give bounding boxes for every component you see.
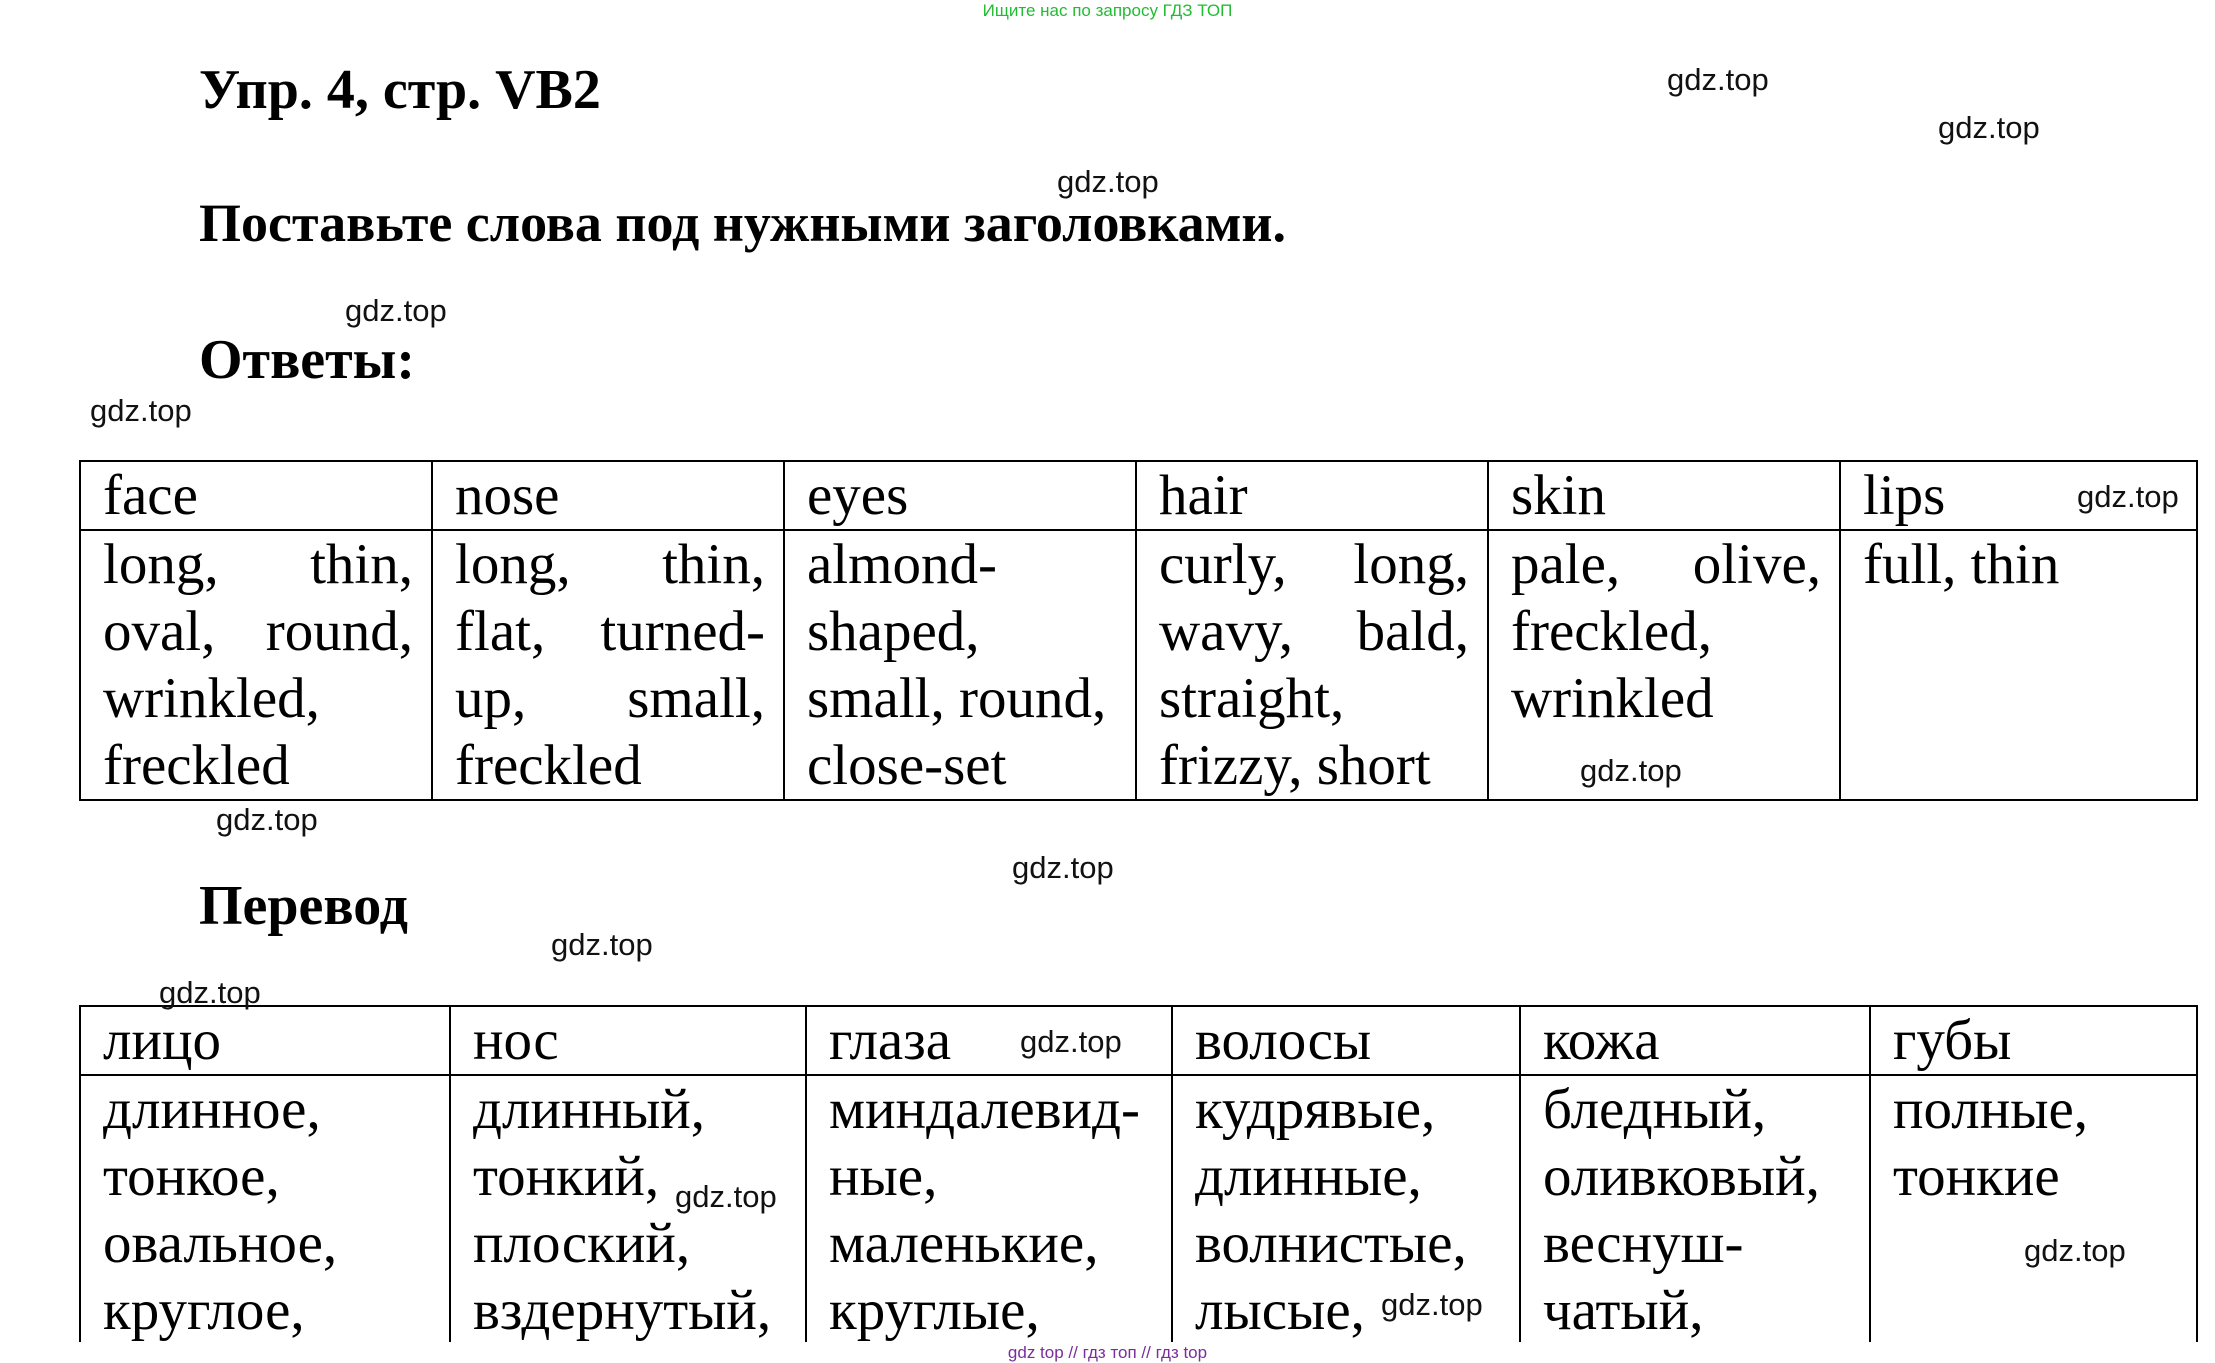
translation-body-row xyxy=(80,1075,2197,1347)
answers-cell-word: close-set xyxy=(807,734,1007,797)
watermark: gdz.top xyxy=(1020,1024,1122,1059)
answers-header-row xyxy=(80,461,2197,530)
answers-header-cell: hair xyxy=(1136,461,1488,530)
answers-cell-line xyxy=(103,598,413,665)
answers-header-cell: skin xyxy=(1488,461,1840,530)
translation-cell-word: лысые, xyxy=(1195,1279,1365,1342)
translation-header-cell: глаза xyxy=(806,1006,1172,1075)
top-banner: Ищите нас по запросу ГДЗ ТОП xyxy=(982,1,1233,20)
translation-header-row xyxy=(80,1006,2197,1075)
answers-cell-word: small, round, xyxy=(807,667,1107,730)
translation-cell-word: овальное, xyxy=(103,1212,338,1275)
translation-cell-line xyxy=(1195,1210,1501,1277)
translation-cell-line xyxy=(473,1277,787,1344)
watermark: gdz.top xyxy=(1938,110,2040,145)
answers-cell-word: curly, xyxy=(1159,533,1287,596)
watermark: gdz.top xyxy=(2077,479,2179,514)
answers-cell-line xyxy=(1159,665,1469,732)
answers-cell-line xyxy=(807,598,1117,665)
answers-cell-word: frizzy, short xyxy=(1159,734,1431,797)
translation-cell xyxy=(1870,1075,2197,1347)
answers-cell-line xyxy=(103,665,413,732)
translation-cell-line xyxy=(1543,1076,1851,1143)
answers-cell-word: olive, xyxy=(1692,533,1821,596)
translation-cell-line xyxy=(829,1277,1153,1344)
watermark: gdz.top xyxy=(90,393,192,428)
translation-cell-word: круглые, xyxy=(829,1279,1040,1342)
answers-cell-word: long, xyxy=(103,533,219,596)
answers-body-row xyxy=(80,530,2197,800)
translation-cell-word: плоский, xyxy=(473,1212,691,1275)
answers-cell-line xyxy=(455,732,765,799)
translation-header-cell: лицо xyxy=(80,1006,450,1075)
translation-cell-word: тонкие xyxy=(1893,1145,2060,1208)
answers-cell-word: up, xyxy=(455,667,527,730)
translation-cell-word: веснуш- xyxy=(1543,1212,1744,1275)
translation-cell-word: маленькие, xyxy=(829,1212,1099,1275)
translation-header-cell: кожа xyxy=(1520,1006,1870,1075)
answers-header-cell: lips xyxy=(1840,461,2197,530)
watermark: gdz.top xyxy=(675,1179,777,1214)
translation-cell-word: бледный, xyxy=(1543,1078,1767,1141)
translation-cell-word: тонкое, xyxy=(103,1145,280,1208)
translation-cell-word: длинные, xyxy=(1195,1145,1422,1208)
translation-header-cell: волосы xyxy=(1172,1006,1520,1075)
translation-cell-line xyxy=(1893,1143,2178,1210)
translation-cell-word: волнистые, xyxy=(1195,1212,1467,1275)
translation-cell-line xyxy=(1543,1277,1851,1344)
answers-cell-word: flat, xyxy=(455,600,546,663)
translation-heading: Перевод xyxy=(199,875,408,937)
answers-table xyxy=(79,460,2198,801)
answers-cell-word: shaped, xyxy=(807,600,980,663)
translation-cell-line xyxy=(1543,1143,1851,1210)
translation-cell-line xyxy=(1195,1076,1501,1143)
answers-cell-line xyxy=(807,665,1117,732)
translation-header-cell: губы xyxy=(1870,1006,2197,1075)
translation-cell-word: кудрявые, xyxy=(1195,1078,1436,1141)
translation-cell-line xyxy=(103,1076,431,1143)
answers-cell-word: freckled, xyxy=(1511,600,1712,663)
answers-cell-line xyxy=(1159,732,1469,799)
bottom-banner: gdz top // гдз топ // гдз top xyxy=(1007,1343,1208,1362)
translation-cell-line xyxy=(829,1210,1153,1277)
answers-cell-line xyxy=(1511,598,1821,665)
answers-header-cell: nose xyxy=(432,461,784,530)
answers-cell-word: bald, xyxy=(1356,600,1469,663)
translation-cell xyxy=(1520,1075,1870,1347)
translation-cell xyxy=(80,1075,450,1347)
translation-cell-line xyxy=(1195,1143,1501,1210)
translation-cell-word: миндалевид- xyxy=(829,1078,1141,1141)
translation-cell-line xyxy=(829,1143,1153,1210)
answers-cell-word: wrinkled xyxy=(1511,667,1714,730)
answers-cell-word: freckled xyxy=(103,734,290,797)
answers-cell-line xyxy=(455,531,765,598)
translation-cell xyxy=(806,1075,1172,1347)
translation-cell-word: длинный, xyxy=(473,1078,706,1141)
watermark: gdz.top xyxy=(1580,753,1682,788)
watermark: gdz.top xyxy=(1667,62,1769,97)
answers-cell-word: freckled xyxy=(455,734,642,797)
translation-cell-word: ные, xyxy=(829,1145,938,1208)
translation-cell-word: оливковый, xyxy=(1543,1145,1820,1208)
answers-cell-line xyxy=(1159,531,1469,598)
watermark: gdz.top xyxy=(159,975,261,1010)
answers-cell-word: wrinkled, xyxy=(103,667,320,730)
answers-cell-word: thin, xyxy=(662,533,765,596)
watermark: gdz.top xyxy=(1381,1287,1483,1322)
translation-cell-word: полные, xyxy=(1893,1078,2089,1141)
translation-cell-line xyxy=(473,1076,787,1143)
answers-cell-word: turned- xyxy=(600,600,765,663)
answers-cell-word: wavy, xyxy=(1159,600,1294,663)
translation-cell-line xyxy=(473,1210,787,1277)
answers-cell-word: pale, xyxy=(1511,533,1621,596)
answers-header-cell: face xyxy=(80,461,432,530)
translation-cell-word: вздернутый, xyxy=(473,1279,772,1342)
translation-cell-line xyxy=(103,1210,431,1277)
watermark: gdz.top xyxy=(2024,1233,2126,1268)
translation-cell-word: тонкий, xyxy=(473,1145,660,1208)
answers-header-cell: eyes xyxy=(784,461,1136,530)
answers-cell xyxy=(784,530,1136,800)
exercise-title: Упр. 4, стр. VB2 xyxy=(199,59,601,121)
task-text: Поставьте слова под нужными заголовками. xyxy=(199,193,1286,253)
translation-cell-word: круглое, xyxy=(103,1279,305,1342)
answers-cell-word: thin, xyxy=(310,533,413,596)
answers-cell-word: full, thin xyxy=(1863,533,2060,596)
answers-cell-word: round, xyxy=(265,600,413,663)
answers-cell xyxy=(1136,530,1488,800)
answers-cell-line xyxy=(807,531,1117,598)
translation-cell-word: длинное, xyxy=(103,1078,321,1141)
watermark: gdz.top xyxy=(1057,164,1159,199)
answers-cell-line xyxy=(455,665,765,732)
answers-cell-line xyxy=(807,732,1117,799)
translation-cell-line xyxy=(1543,1210,1851,1277)
answers-cell xyxy=(1840,530,2197,800)
answers-cell-line xyxy=(1511,531,1821,598)
watermark: gdz.top xyxy=(216,802,318,837)
answers-cell xyxy=(432,530,784,800)
answers-cell-line xyxy=(455,598,765,665)
answers-cell-line xyxy=(1159,598,1469,665)
translation-header-cell: нос xyxy=(450,1006,806,1075)
translation-cell-line xyxy=(829,1076,1153,1143)
answers-cell-word: long, xyxy=(1353,533,1469,596)
watermark: gdz.top xyxy=(345,293,447,328)
answers-heading: Ответы: xyxy=(199,329,416,391)
translation-cell-line xyxy=(103,1143,431,1210)
answers-cell-line xyxy=(1863,531,2178,598)
answers-cell-line xyxy=(1511,665,1821,732)
answers-cell-line xyxy=(103,531,413,598)
answers-cell-word: oval, xyxy=(103,600,216,663)
answers-cell-word: almond- xyxy=(807,533,997,596)
answers-cell xyxy=(80,530,432,800)
watermark: gdz.top xyxy=(1012,850,1114,885)
answers-cell-word: small, xyxy=(627,667,765,730)
answers-cell-line xyxy=(103,732,413,799)
translation-cell-line xyxy=(103,1277,431,1344)
answers-cell-word: straight, xyxy=(1159,667,1345,730)
watermark: gdz.top xyxy=(551,927,653,962)
translation-table xyxy=(79,1005,2198,1348)
answers-cell-word: long, xyxy=(455,533,571,596)
translation-cell-line xyxy=(1893,1076,2178,1143)
translation-cell-word: чатый, xyxy=(1543,1279,1704,1342)
